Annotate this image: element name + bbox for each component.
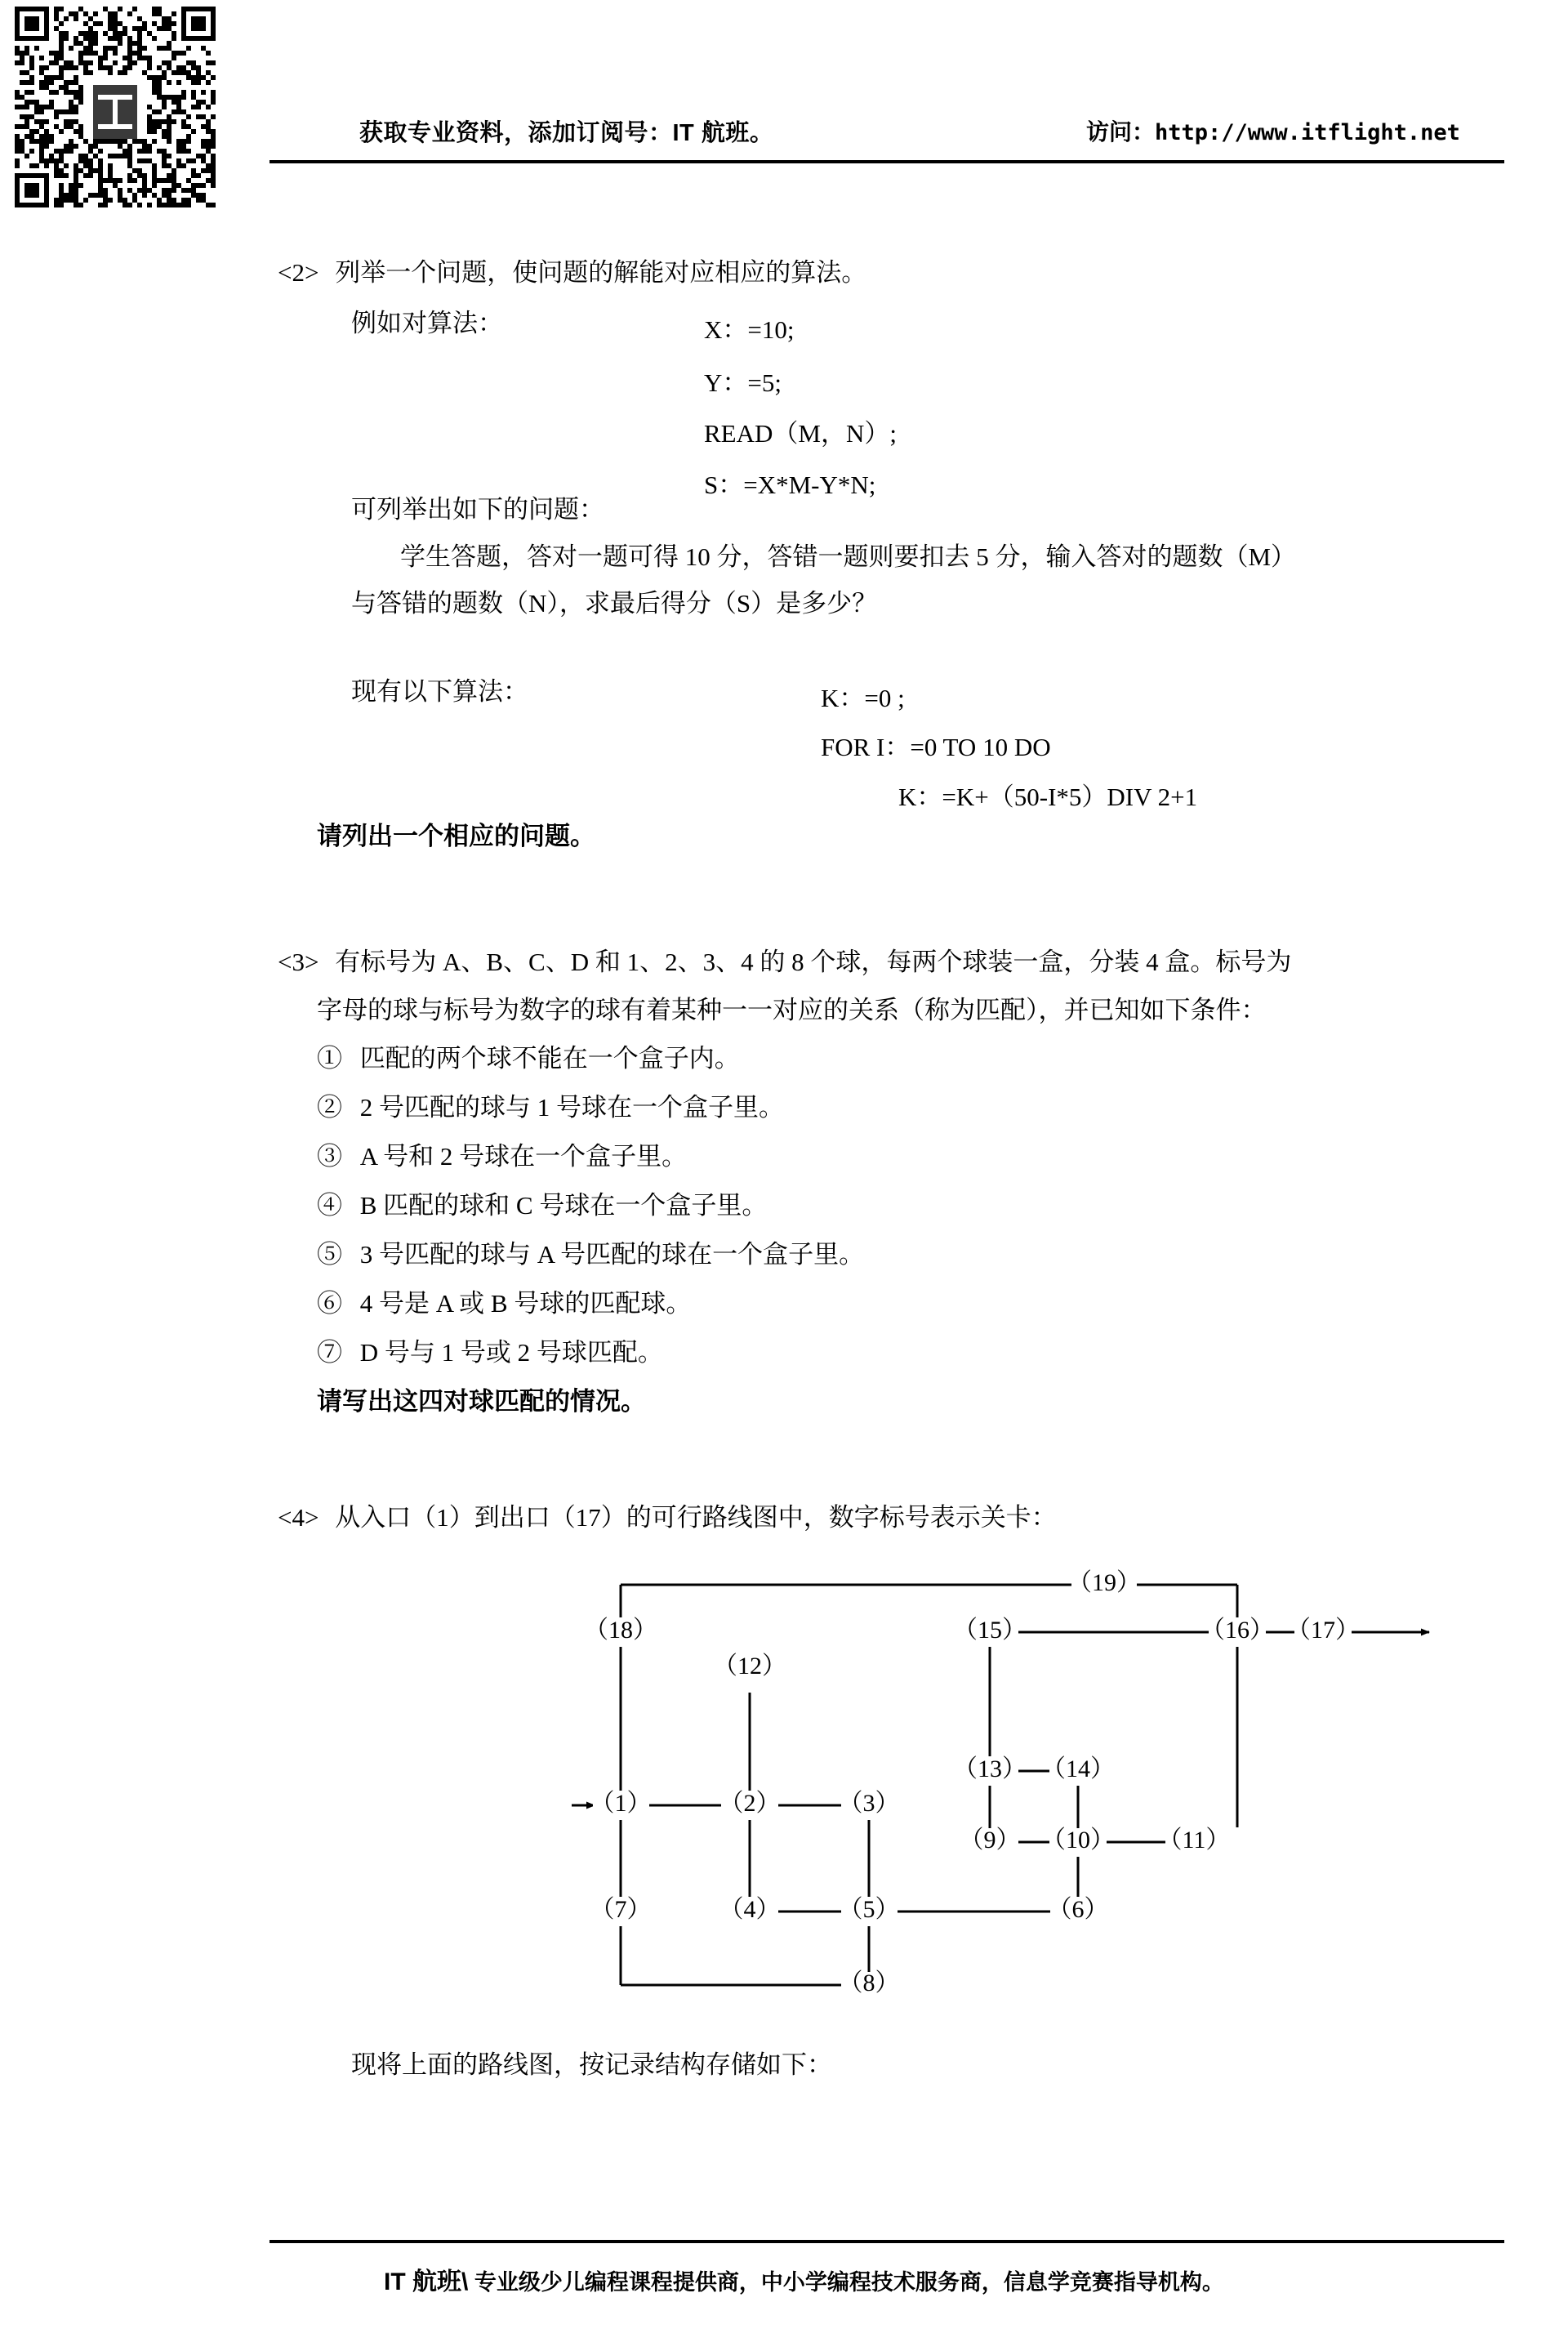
q3-condition-5 [317, 1242, 864, 1267]
node-14-label: （14） [1041, 1755, 1115, 1782]
q2-algorithm-line-1: Y：=5; [704, 368, 782, 397]
q2-algorithm-line-0: X：=10; [704, 315, 795, 344]
q3-condition-7-num: ⑦ [317, 1338, 342, 1367]
node-3-label: （3） [838, 1789, 900, 1817]
q2-title: 列举一个问题，使问题的解能对应相应的算法。 [335, 258, 867, 287]
node-13-label: （13） [953, 1755, 1027, 1782]
q3-line1: 有标号为 A、B、C、D 和 1、2、3、4 的 8 个球，每两个球装一盒，分装 4 盒。标号为 [335, 948, 1292, 976]
node-5-label: （5） [838, 1895, 900, 1923]
q3-condition-3-text: A 号和 2 号球在一个盒子里。 [359, 1142, 688, 1171]
qr-code[interactable] [15, 7, 216, 207]
q4-marker: <4> [278, 1503, 319, 1532]
diagram-node-labels [584, 1569, 1360, 1998]
node-9-label: （9） [959, 1826, 1021, 1854]
q2-algorithm2-line-1: FOR I：=0 TO 10 DO [821, 733, 1051, 761]
q3-condition-2-text: 2 号匹配的球与 1 号球在一个盒子里。 [359, 1093, 784, 1122]
q3-condition-1-num: ① [317, 1044, 342, 1073]
node-4-label: （4） [719, 1895, 781, 1923]
node-15-label: （15） [953, 1616, 1027, 1644]
q2-example-label: 例如对算法： [351, 309, 503, 337]
node-1-label: （1） [590, 1789, 652, 1817]
q3-line2: 字母的球与标号为数字的球有着某种一一对应的关系（称为匹配），并已知如下条件： [317, 996, 1267, 1024]
q3-condition-4-num: ④ [317, 1191, 342, 1220]
header-url[interactable]: http://www.itflight.net [1155, 120, 1460, 145]
q2-problem-line2: 与答错的题数（N），求最后得分（S）是多少？ [351, 589, 878, 618]
q2-request: 请列出一个相应的问题。 [317, 822, 595, 850]
q3-condition-3 [317, 1144, 687, 1169]
footer-brand: IT 航班\ [384, 2268, 469, 2295]
q4-after-text: 现将上面的路线图，按记录结构存储如下： [351, 2050, 832, 2079]
node-6-label: （6） [1047, 1895, 1109, 1923]
node-7-label: （7） [590, 1895, 652, 1923]
q3-request: 请写出这四对球匹配的情况。 [317, 1387, 646, 1416]
q2-problem-line1: 学生答题，答对一题可得 10 分，答错一题则要扣去 5 分，输入答对的题数（M） [400, 542, 1297, 571]
q2-algorithm2-line-2: K：=K+（50-I*5）DIV 2+1 [898, 783, 1198, 811]
node-16-label: （16） [1200, 1616, 1274, 1644]
qr-code-image [15, 7, 216, 207]
q3-condition-5-text: 3 号匹配的球与 A 号匹配的球在一个盒子里。 [359, 1240, 865, 1269]
node-11-label: （11） [1157, 1826, 1231, 1854]
header-visit-block [1086, 114, 1460, 147]
q2-algorithm-line-3: S：=X*M-Y*N; [704, 471, 876, 499]
q3-condition-7-text: D 号与 1 号或 2 号球匹配。 [359, 1338, 663, 1367]
q2-now-label: 现有以下算法： [351, 677, 528, 706]
node-8-label: （8） [838, 1969, 900, 1996]
q2-marker: <2> [278, 258, 319, 287]
node-19-label: （19） [1067, 1568, 1141, 1596]
node-18-label: （18） [584, 1616, 657, 1644]
q3-marker-and-line1 [278, 949, 1291, 975]
header-visit-label: 访问： [1086, 119, 1156, 145]
q3-marker: <3> [278, 948, 319, 976]
q3-condition-3-num: ③ [317, 1142, 342, 1171]
node-12-label: （12） [713, 1652, 786, 1680]
route-diagram [572, 1560, 1486, 2018]
q3-condition-1-text: 匹配的两个球不能在一个盒子内。 [359, 1044, 740, 1073]
footer-tagline: 专业级少儿编程课程提供商，中小学编程技术服务商，信息学竞赛指导机构。 [468, 2270, 1224, 2295]
q3-condition-4-text: B 匹配的球和 C 号球在一个盒子里。 [359, 1191, 768, 1220]
header-subscribe-text: 获取专业资料，添加订阅号：IT 航班。 [359, 120, 774, 146]
footer-divider [270, 2240, 1504, 2243]
q4-title: 从入口（1）到出口（17）的可行路线图中，数字标号表示关卡： [335, 1503, 1057, 1532]
q4-marker-and-title [278, 1505, 1057, 1530]
q3-condition-6 [317, 1291, 691, 1316]
page-header [270, 114, 1503, 180]
route-diagram-svg [572, 1560, 1486, 2018]
header-divider [270, 160, 1504, 163]
node-17-label: （17） [1286, 1616, 1360, 1644]
q2-can-list-label: 可列举出如下的问题： [351, 495, 604, 524]
q3-condition-7 [317, 1340, 663, 1365]
node-10-label: （10） [1041, 1826, 1115, 1854]
q3-condition-2 [317, 1095, 784, 1120]
node-2-label: （2） [719, 1789, 781, 1817]
page-footer [384, 2261, 1224, 2297]
q2-marker-and-title [278, 260, 866, 285]
q2-algorithm2-line-0: K：=0 ; [821, 684, 905, 712]
q3-condition-5-num: ⑤ [317, 1240, 342, 1269]
q3-condition-4 [317, 1193, 767, 1218]
q2-algorithm-line-2: READ（M，N）; [704, 419, 897, 448]
q3-condition-2-num: ② [317, 1093, 342, 1122]
q3-condition-6-num: ⑥ [317, 1289, 342, 1318]
q3-condition-1 [317, 1046, 740, 1071]
q3-condition-6-text: 4 号是 A 或 B 号球的匹配球。 [359, 1289, 692, 1318]
